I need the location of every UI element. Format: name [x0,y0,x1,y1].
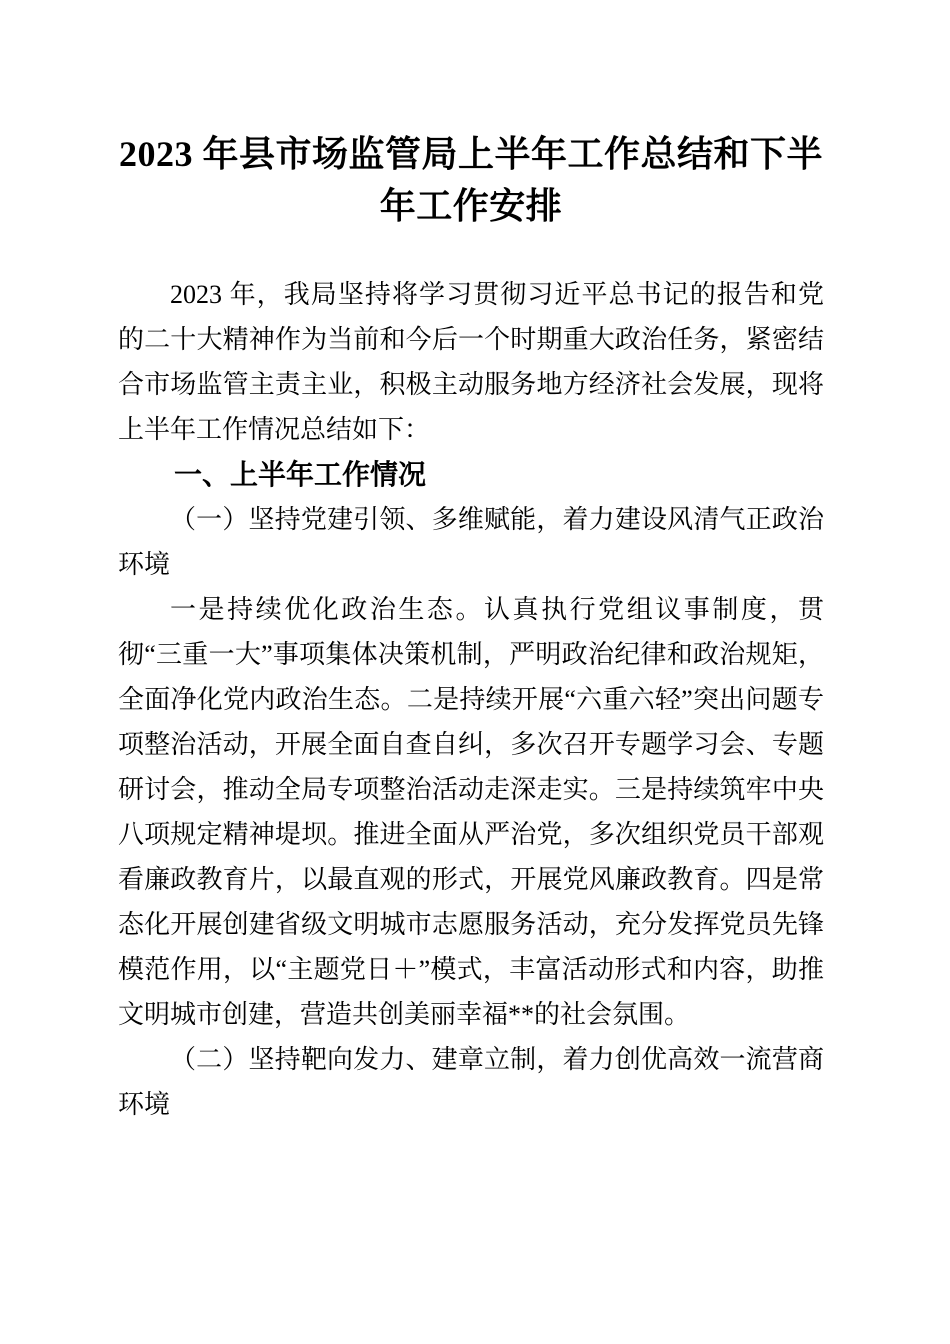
section-heading-first-half-work: 一、上半年工作情况 [174,459,427,490]
subsection-heading-party-building: （一）坚持党建引领、多维赋能，着力建设风清气正政治环境 [118,505,824,579]
document-title: 2023 年县市场监管局上半年工作总结和下半年工作安排 [118,134,823,226]
intro-paragraph: 2023 年，我局坚持将学习贯彻习近平总书记的报告和党的二十大精神作为当前和今后一个时期重大政治任务，紧密结合市场监管主责主业，积极主动服务地方经济社会发展，现将上半年工作情况总结如下： [118,280,824,444]
party-building-paragraph: 一是持续优化政治生态。认真执行党组议事制度，贯彻“三重一大”事项集体决策机制，严明政治纪律和政治规矩，全面净化党内政治生态。二是持续开展“六重六轻”突出问题专项整治活动，开展全面自查自纠，多次召开专题学习会、专题研讨会，推动全局专项整治活动走深走实。三是持续筑牢中央八项规定精神堤坝。推进全面从严治党，多次组织党员干部观看廉政教育片，以最直观的形式，开展党风廉政教育。四是常态化开展创建省级文明城市志愿服务活动，充分发挥党员先锋模范作用，以“主题党日＋”模式，丰富活动形式和内容，助推文明城市创建，营造共创美丽幸福**的社会氛围。 [118,595,824,1029]
subsection-heading-business-environment: （二）坚持靶向发力、建章立制，着力创优高效一流营商环境 [118,1045,824,1119]
